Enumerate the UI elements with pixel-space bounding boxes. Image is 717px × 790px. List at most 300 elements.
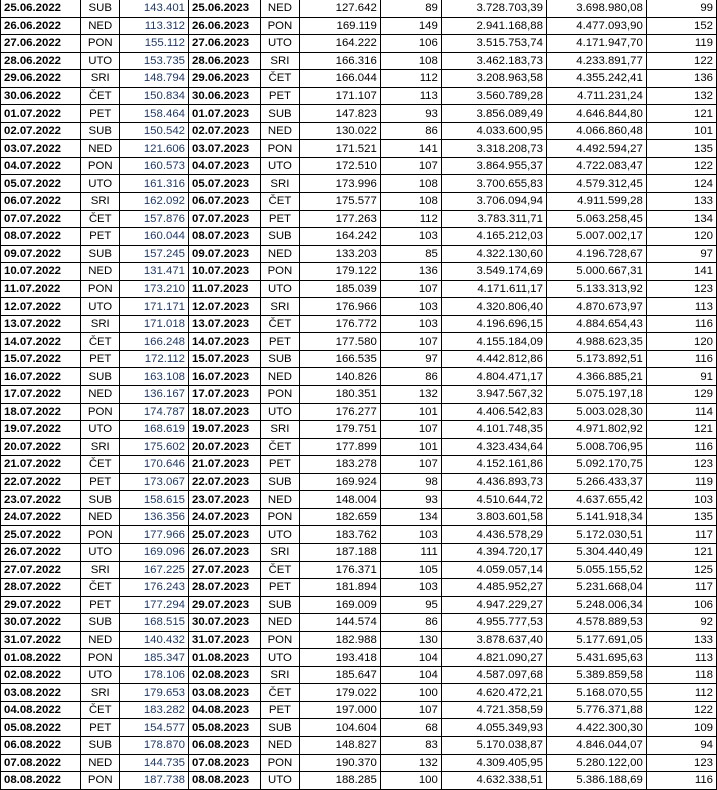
amount-2022-cell: 4.821.090,27 bbox=[441, 649, 546, 667]
weekday-2023-cell: NED bbox=[260, 245, 299, 263]
weekday-2023-cell: ČET bbox=[260, 70, 299, 88]
weekday-2022-cell: PON bbox=[81, 35, 120, 53]
date-2023-cell: 06.07.2023 bbox=[189, 193, 261, 211]
value-2022-cell: 158.615 bbox=[120, 491, 189, 509]
date-2023-cell: 03.07.2023 bbox=[189, 140, 261, 158]
value-2023-cell: 181.894 bbox=[300, 579, 381, 597]
value-2023-cell: 104.604 bbox=[300, 719, 381, 737]
index-cell: 89 bbox=[380, 0, 441, 17]
date-2023-cell: 02.08.2023 bbox=[189, 666, 261, 684]
index-cell: 103 bbox=[380, 228, 441, 246]
date-2022-cell: 26.07.2022 bbox=[1, 543, 81, 561]
value-2023-cell: 148.004 bbox=[300, 491, 381, 509]
weekday-2022-cell: NED bbox=[81, 140, 120, 158]
amount-index-cell: 123 bbox=[646, 456, 716, 474]
value-2023-cell: 166.535 bbox=[300, 350, 381, 368]
index-cell: 112 bbox=[380, 210, 441, 228]
weekday-2022-cell: SRI bbox=[81, 315, 120, 333]
weekday-2023-cell: SUB bbox=[260, 350, 299, 368]
table-row bbox=[1, 701, 717, 719]
amount-index-cell: 129 bbox=[646, 386, 716, 404]
date-2022-cell: 03.07.2022 bbox=[1, 140, 81, 158]
date-2022-cell: 16.07.2022 bbox=[1, 368, 81, 386]
weekday-2022-cell: PON bbox=[81, 772, 120, 790]
amount-index-cell: 91 bbox=[646, 368, 716, 386]
amount-2023-cell: 5.304.440,49 bbox=[546, 543, 646, 561]
date-2023-cell: 28.07.2023 bbox=[189, 579, 261, 597]
amount-2022-cell: 4.632.338,51 bbox=[441, 772, 546, 790]
table-row bbox=[1, 298, 717, 316]
date-2023-cell: 01.08.2023 bbox=[189, 649, 261, 667]
value-2022-cell: 161.316 bbox=[120, 175, 189, 193]
weekday-2023-cell: NED bbox=[260, 736, 299, 754]
index-cell: 103 bbox=[380, 315, 441, 333]
amount-index-cell: 121 bbox=[646, 105, 716, 123]
amount-index-cell: 117 bbox=[646, 579, 716, 597]
value-2022-cell: 131.471 bbox=[120, 263, 189, 281]
amount-2022-cell: 4.721.358,59 bbox=[441, 701, 546, 719]
index-cell: 86 bbox=[380, 614, 441, 632]
weekday-2023-cell: PON bbox=[260, 754, 299, 772]
weekday-2023-cell: NED bbox=[260, 491, 299, 509]
amount-index-cell: 122 bbox=[646, 157, 716, 175]
amount-index-cell: 135 bbox=[646, 140, 716, 158]
weekday-2023-cell: SRI bbox=[260, 421, 299, 439]
date-2023-cell: 12.07.2023 bbox=[189, 298, 261, 316]
table-row bbox=[1, 350, 717, 368]
weekday-2023-cell: PON bbox=[260, 140, 299, 158]
amount-2023-cell: 5.133.313,92 bbox=[546, 280, 646, 298]
amount-2022-cell: 4.059.057,14 bbox=[441, 561, 546, 579]
weekday-2023-cell: SUB bbox=[260, 473, 299, 491]
table-row bbox=[1, 122, 717, 140]
date-2023-cell: 20.07.2023 bbox=[189, 438, 261, 456]
weekday-2022-cell: PON bbox=[81, 526, 120, 544]
amount-index-cell: 121 bbox=[646, 543, 716, 561]
weekday-2023-cell: ČET bbox=[260, 438, 299, 456]
value-2022-cell: 113.312 bbox=[120, 17, 189, 35]
table-row bbox=[1, 543, 717, 561]
date-2023-cell: 05.08.2023 bbox=[189, 719, 261, 737]
weekday-2022-cell: SRI bbox=[81, 438, 120, 456]
amount-index-cell: 121 bbox=[646, 421, 716, 439]
amount-2022-cell: 3.864.955,37 bbox=[441, 157, 546, 175]
amount-2022-cell: 4.510.644,72 bbox=[441, 491, 546, 509]
value-2023-cell: 183.278 bbox=[300, 456, 381, 474]
weekday-2023-cell: SUB bbox=[260, 596, 299, 614]
amount-2022-cell: 4.620.472,21 bbox=[441, 684, 546, 702]
weekday-2022-cell: PON bbox=[81, 280, 120, 298]
value-2023-cell: 133.203 bbox=[300, 245, 381, 263]
weekday-2023-cell: SUB bbox=[260, 105, 299, 123]
index-cell: 107 bbox=[380, 333, 441, 351]
value-2022-cell: 163.108 bbox=[120, 368, 189, 386]
index-cell: 100 bbox=[380, 772, 441, 790]
amount-2023-cell: 4.355.242,41 bbox=[546, 70, 646, 88]
amount-2022-cell: 4.436.578,29 bbox=[441, 526, 546, 544]
date-2022-cell: 18.07.2022 bbox=[1, 403, 81, 421]
date-2023-cell: 05.07.2023 bbox=[189, 175, 261, 193]
table-row bbox=[1, 0, 717, 17]
value-2022-cell: 175.602 bbox=[120, 438, 189, 456]
value-2023-cell: 169.924 bbox=[300, 473, 381, 491]
amount-index-cell: 94 bbox=[646, 736, 716, 754]
amount-2023-cell: 5.007.002,17 bbox=[546, 228, 646, 246]
amount-2023-cell: 5.075.197,18 bbox=[546, 386, 646, 404]
value-2022-cell: 185.347 bbox=[120, 649, 189, 667]
index-cell: 93 bbox=[380, 491, 441, 509]
table-row bbox=[1, 772, 717, 790]
amount-index-cell: 116 bbox=[646, 438, 716, 456]
value-2022-cell: 160.573 bbox=[120, 157, 189, 175]
index-cell: 104 bbox=[380, 649, 441, 667]
table-row bbox=[1, 87, 717, 105]
value-2022-cell: 153.735 bbox=[120, 52, 189, 70]
table-row bbox=[1, 315, 717, 333]
value-2023-cell: 166.044 bbox=[300, 70, 381, 88]
value-2023-cell: 130.022 bbox=[300, 122, 381, 140]
weekday-2022-cell: NED bbox=[81, 754, 120, 772]
date-2023-cell: 30.07.2023 bbox=[189, 614, 261, 632]
index-cell: 108 bbox=[380, 193, 441, 211]
weekday-2022-cell: SRI bbox=[81, 70, 120, 88]
index-cell: 101 bbox=[380, 438, 441, 456]
value-2022-cell: 154.577 bbox=[120, 719, 189, 737]
date-2023-cell: 13.07.2023 bbox=[189, 315, 261, 333]
date-2022-cell: 21.07.2022 bbox=[1, 456, 81, 474]
amount-2022-cell: 3.803.601,58 bbox=[441, 508, 546, 526]
value-2022-cell: 177.294 bbox=[120, 596, 189, 614]
index-cell: 112 bbox=[380, 70, 441, 88]
date-2022-cell: 30.06.2022 bbox=[1, 87, 81, 105]
amount-index-cell: 133 bbox=[646, 631, 716, 649]
table-row bbox=[1, 228, 717, 246]
date-2022-cell: 03.08.2022 bbox=[1, 684, 81, 702]
amount-index-cell: 109 bbox=[646, 719, 716, 737]
weekday-2023-cell: PET bbox=[260, 579, 299, 597]
value-2022-cell: 167.225 bbox=[120, 561, 189, 579]
weekday-2023-cell: SRI bbox=[260, 543, 299, 561]
amount-2022-cell: 4.804.471,17 bbox=[441, 368, 546, 386]
table-row bbox=[1, 684, 717, 702]
weekday-2023-cell: UTO bbox=[260, 526, 299, 544]
amount-index-cell: 97 bbox=[646, 245, 716, 263]
value-2023-cell: 187.188 bbox=[300, 543, 381, 561]
amount-index-cell: 120 bbox=[646, 228, 716, 246]
table-row bbox=[1, 140, 717, 158]
amount-index-cell: 133 bbox=[646, 193, 716, 211]
value-2022-cell: 166.248 bbox=[120, 333, 189, 351]
amount-2023-cell: 5.389.859,58 bbox=[546, 666, 646, 684]
index-cell: 149 bbox=[380, 17, 441, 35]
amount-2023-cell: 4.422.300,30 bbox=[546, 719, 646, 737]
weekday-2023-cell: PON bbox=[260, 263, 299, 281]
weekday-2023-cell: UTO bbox=[260, 772, 299, 790]
table-row bbox=[1, 526, 717, 544]
table-row bbox=[1, 456, 717, 474]
amount-2023-cell: 4.578.889,53 bbox=[546, 614, 646, 632]
amount-2022-cell: 4.152.161,86 bbox=[441, 456, 546, 474]
date-2022-cell: 08.07.2022 bbox=[1, 228, 81, 246]
amount-2023-cell: 5.008.706,95 bbox=[546, 438, 646, 456]
weekday-2023-cell: NED bbox=[260, 368, 299, 386]
table-row bbox=[1, 368, 717, 386]
amount-index-cell: 122 bbox=[646, 701, 716, 719]
weekday-2022-cell: ČET bbox=[81, 579, 120, 597]
date-2022-cell: 07.08.2022 bbox=[1, 754, 81, 772]
weekday-2023-cell: NED bbox=[260, 614, 299, 632]
amount-2023-cell: 4.196.728,67 bbox=[546, 245, 646, 263]
date-2023-cell: 07.07.2023 bbox=[189, 210, 261, 228]
table-row bbox=[1, 193, 717, 211]
amount-index-cell: 112 bbox=[646, 684, 716, 702]
date-2023-cell: 14.07.2023 bbox=[189, 333, 261, 351]
value-2022-cell: 157.245 bbox=[120, 245, 189, 263]
amount-index-cell: 114 bbox=[646, 403, 716, 421]
index-cell: 132 bbox=[380, 754, 441, 772]
value-2022-cell: 187.738 bbox=[120, 772, 189, 790]
amount-2023-cell: 4.477.093,90 bbox=[546, 17, 646, 35]
date-2023-cell: 24.07.2023 bbox=[189, 508, 261, 526]
index-cell: 134 bbox=[380, 508, 441, 526]
weekday-2022-cell: NED bbox=[81, 631, 120, 649]
index-cell: 108 bbox=[380, 52, 441, 70]
index-cell: 103 bbox=[380, 526, 441, 544]
value-2023-cell: 180.351 bbox=[300, 386, 381, 404]
table-row bbox=[1, 649, 717, 667]
date-2023-cell: 26.06.2023 bbox=[189, 17, 261, 35]
date-2022-cell: 07.07.2022 bbox=[1, 210, 81, 228]
value-2023-cell: 147.823 bbox=[300, 105, 381, 123]
amount-2022-cell: 4.171.611,17 bbox=[441, 280, 546, 298]
amount-2022-cell: 4.406.542,83 bbox=[441, 403, 546, 421]
index-cell: 141 bbox=[380, 140, 441, 158]
table-row bbox=[1, 736, 717, 754]
index-cell: 107 bbox=[380, 701, 441, 719]
index-cell: 113 bbox=[380, 87, 441, 105]
value-2022-cell: 183.282 bbox=[120, 701, 189, 719]
amount-2022-cell: 4.320.806,40 bbox=[441, 298, 546, 316]
value-2023-cell: 182.988 bbox=[300, 631, 381, 649]
date-2022-cell: 30.07.2022 bbox=[1, 614, 81, 632]
amount-2022-cell: 4.485.952,27 bbox=[441, 579, 546, 597]
amount-2023-cell: 4.722.083,47 bbox=[546, 157, 646, 175]
value-2022-cell: 136.356 bbox=[120, 508, 189, 526]
date-2022-cell: 05.08.2022 bbox=[1, 719, 81, 737]
amount-2023-cell: 5.063.258,45 bbox=[546, 210, 646, 228]
weekday-2023-cell: ČET bbox=[260, 315, 299, 333]
amount-2023-cell: 5.168.070,55 bbox=[546, 684, 646, 702]
date-2023-cell: 25.07.2023 bbox=[189, 526, 261, 544]
weekday-2022-cell: ČET bbox=[81, 210, 120, 228]
amount-2023-cell: 4.846.044,07 bbox=[546, 736, 646, 754]
index-cell: 108 bbox=[380, 175, 441, 193]
value-2022-cell: 172.112 bbox=[120, 350, 189, 368]
weekday-2023-cell: PET bbox=[260, 333, 299, 351]
amount-index-cell: 113 bbox=[646, 649, 716, 667]
amount-2022-cell: 4.323.434,64 bbox=[441, 438, 546, 456]
amount-2023-cell: 4.884.654,43 bbox=[546, 315, 646, 333]
weekday-2023-cell: UTO bbox=[260, 403, 299, 421]
table-row bbox=[1, 719, 717, 737]
value-2023-cell: 164.242 bbox=[300, 228, 381, 246]
table-row bbox=[1, 35, 717, 53]
amount-index-cell: 92 bbox=[646, 614, 716, 632]
value-2022-cell: 179.653 bbox=[120, 684, 189, 702]
value-2022-cell: 150.542 bbox=[120, 122, 189, 140]
weekday-2023-cell: SUB bbox=[260, 719, 299, 737]
weekday-2022-cell: PON bbox=[81, 157, 120, 175]
weekday-2022-cell: SUB bbox=[81, 614, 120, 632]
value-2023-cell: 169.119 bbox=[300, 17, 381, 35]
table-row bbox=[1, 17, 717, 35]
amount-2023-cell: 4.492.594,27 bbox=[546, 140, 646, 158]
amount-index-cell: 152 bbox=[646, 17, 716, 35]
index-cell: 83 bbox=[380, 736, 441, 754]
amount-index-cell: 116 bbox=[646, 315, 716, 333]
date-2022-cell: 01.07.2022 bbox=[1, 105, 81, 123]
date-2023-cell: 15.07.2023 bbox=[189, 350, 261, 368]
date-2022-cell: 31.07.2022 bbox=[1, 631, 81, 649]
weekday-2023-cell: NED bbox=[260, 0, 299, 17]
amount-index-cell: 113 bbox=[646, 298, 716, 316]
date-2022-cell: 01.08.2022 bbox=[1, 649, 81, 667]
index-cell: 68 bbox=[380, 719, 441, 737]
weekday-2023-cell: NED bbox=[260, 122, 299, 140]
amount-2023-cell: 5.177.691,05 bbox=[546, 631, 646, 649]
weekday-2022-cell: SUB bbox=[81, 368, 120, 386]
weekday-2022-cell: PET bbox=[81, 473, 120, 491]
index-cell: 103 bbox=[380, 579, 441, 597]
value-2023-cell: 173.996 bbox=[300, 175, 381, 193]
table-row bbox=[1, 52, 717, 70]
index-cell: 104 bbox=[380, 666, 441, 684]
amount-2022-cell: 3.856.089,49 bbox=[441, 105, 546, 123]
date-2023-cell: 08.07.2023 bbox=[189, 228, 261, 246]
index-cell: 93 bbox=[380, 105, 441, 123]
table-row bbox=[1, 614, 717, 632]
amount-2023-cell: 5.266.433,37 bbox=[546, 473, 646, 491]
date-2023-cell: 28.06.2023 bbox=[189, 52, 261, 70]
date-2023-cell: 09.07.2023 bbox=[189, 245, 261, 263]
date-2022-cell: 05.07.2022 bbox=[1, 175, 81, 193]
value-2022-cell: 136.167 bbox=[120, 386, 189, 404]
index-cell: 95 bbox=[380, 596, 441, 614]
amount-2023-cell: 4.646.844,80 bbox=[546, 105, 646, 123]
index-cell: 132 bbox=[380, 386, 441, 404]
table-row bbox=[1, 175, 717, 193]
date-2022-cell: 04.07.2022 bbox=[1, 157, 81, 175]
weekday-2023-cell: PET bbox=[260, 87, 299, 105]
table-row bbox=[1, 263, 717, 281]
weekday-2023-cell: PON bbox=[260, 17, 299, 35]
weekday-2023-cell: SUB bbox=[260, 228, 299, 246]
amount-2023-cell: 5.092.170,75 bbox=[546, 456, 646, 474]
amount-2022-cell: 3.318.208,73 bbox=[441, 140, 546, 158]
amount-2023-cell: 4.233.891,77 bbox=[546, 52, 646, 70]
weekday-2023-cell: ČET bbox=[260, 684, 299, 702]
weekday-2022-cell: ČET bbox=[81, 701, 120, 719]
table-row bbox=[1, 579, 717, 597]
table-row bbox=[1, 438, 717, 456]
amount-2023-cell: 4.366.885,21 bbox=[546, 368, 646, 386]
amount-2022-cell: 4.155.184,09 bbox=[441, 333, 546, 351]
value-2022-cell: 178.106 bbox=[120, 666, 189, 684]
date-2022-cell: 12.07.2022 bbox=[1, 298, 81, 316]
amount-index-cell: 119 bbox=[646, 473, 716, 491]
weekday-2022-cell: SUB bbox=[81, 491, 120, 509]
date-2022-cell: 25.06.2022 bbox=[1, 0, 81, 17]
value-2022-cell: 150.834 bbox=[120, 87, 189, 105]
date-2023-cell: 03.08.2023 bbox=[189, 684, 261, 702]
weekday-2022-cell: NED bbox=[81, 17, 120, 35]
date-2023-cell: 08.08.2023 bbox=[189, 772, 261, 790]
amount-index-cell: 123 bbox=[646, 280, 716, 298]
amount-2023-cell: 4.870.673,97 bbox=[546, 298, 646, 316]
amount-index-cell: 118 bbox=[646, 666, 716, 684]
amount-2023-cell: 5.280.122,00 bbox=[546, 754, 646, 772]
table-row bbox=[1, 210, 717, 228]
amount-index-cell: 101 bbox=[646, 122, 716, 140]
date-2023-cell: 17.07.2023 bbox=[189, 386, 261, 404]
weekday-2023-cell: UTO bbox=[260, 649, 299, 667]
amount-index-cell: 134 bbox=[646, 210, 716, 228]
weekday-2022-cell: NED bbox=[81, 263, 120, 281]
amount-2023-cell: 3.698.980,08 bbox=[546, 0, 646, 17]
amount-2023-cell: 5.000.667,31 bbox=[546, 263, 646, 281]
value-2023-cell: 177.580 bbox=[300, 333, 381, 351]
table-row bbox=[1, 561, 717, 579]
weekday-2022-cell: UTO bbox=[81, 543, 120, 561]
weekday-2022-cell: SRI bbox=[81, 684, 120, 702]
value-2023-cell: 166.316 bbox=[300, 52, 381, 70]
amount-2022-cell: 3.549.174,69 bbox=[441, 263, 546, 281]
date-2023-cell: 25.06.2023 bbox=[189, 0, 261, 17]
value-2022-cell: 140.432 bbox=[120, 631, 189, 649]
amount-index-cell: 132 bbox=[646, 87, 716, 105]
table-row bbox=[1, 666, 717, 684]
amount-index-cell: 124 bbox=[646, 175, 716, 193]
index-cell: 107 bbox=[380, 157, 441, 175]
amount-2022-cell: 2.941.168,88 bbox=[441, 17, 546, 35]
date-2022-cell: 29.07.2022 bbox=[1, 596, 81, 614]
value-2022-cell: 169.096 bbox=[120, 543, 189, 561]
date-2023-cell: 29.06.2023 bbox=[189, 70, 261, 88]
amount-2022-cell: 4.196.696,15 bbox=[441, 315, 546, 333]
weekday-2023-cell: PET bbox=[260, 456, 299, 474]
value-2023-cell: 164.222 bbox=[300, 35, 381, 53]
date-2023-cell: 10.07.2023 bbox=[189, 263, 261, 281]
table-row bbox=[1, 596, 717, 614]
date-2022-cell: 27.06.2022 bbox=[1, 35, 81, 53]
date-2023-cell: 22.07.2023 bbox=[189, 473, 261, 491]
amount-index-cell: 119 bbox=[646, 35, 716, 53]
table-row bbox=[1, 105, 717, 123]
amount-index-cell: 123 bbox=[646, 754, 716, 772]
value-2022-cell: 162.092 bbox=[120, 193, 189, 211]
amount-2023-cell: 4.637.655,42 bbox=[546, 491, 646, 509]
amount-index-cell: 141 bbox=[646, 263, 716, 281]
date-2022-cell: 20.07.2022 bbox=[1, 438, 81, 456]
index-cell: 111 bbox=[380, 543, 441, 561]
date-2022-cell: 28.06.2022 bbox=[1, 52, 81, 70]
index-cell: 86 bbox=[380, 122, 441, 140]
value-2022-cell: 158.464 bbox=[120, 105, 189, 123]
table-row bbox=[1, 245, 717, 263]
table-row bbox=[1, 631, 717, 649]
amount-2022-cell: 4.101.748,35 bbox=[441, 421, 546, 439]
weekday-2023-cell: SRI bbox=[260, 298, 299, 316]
